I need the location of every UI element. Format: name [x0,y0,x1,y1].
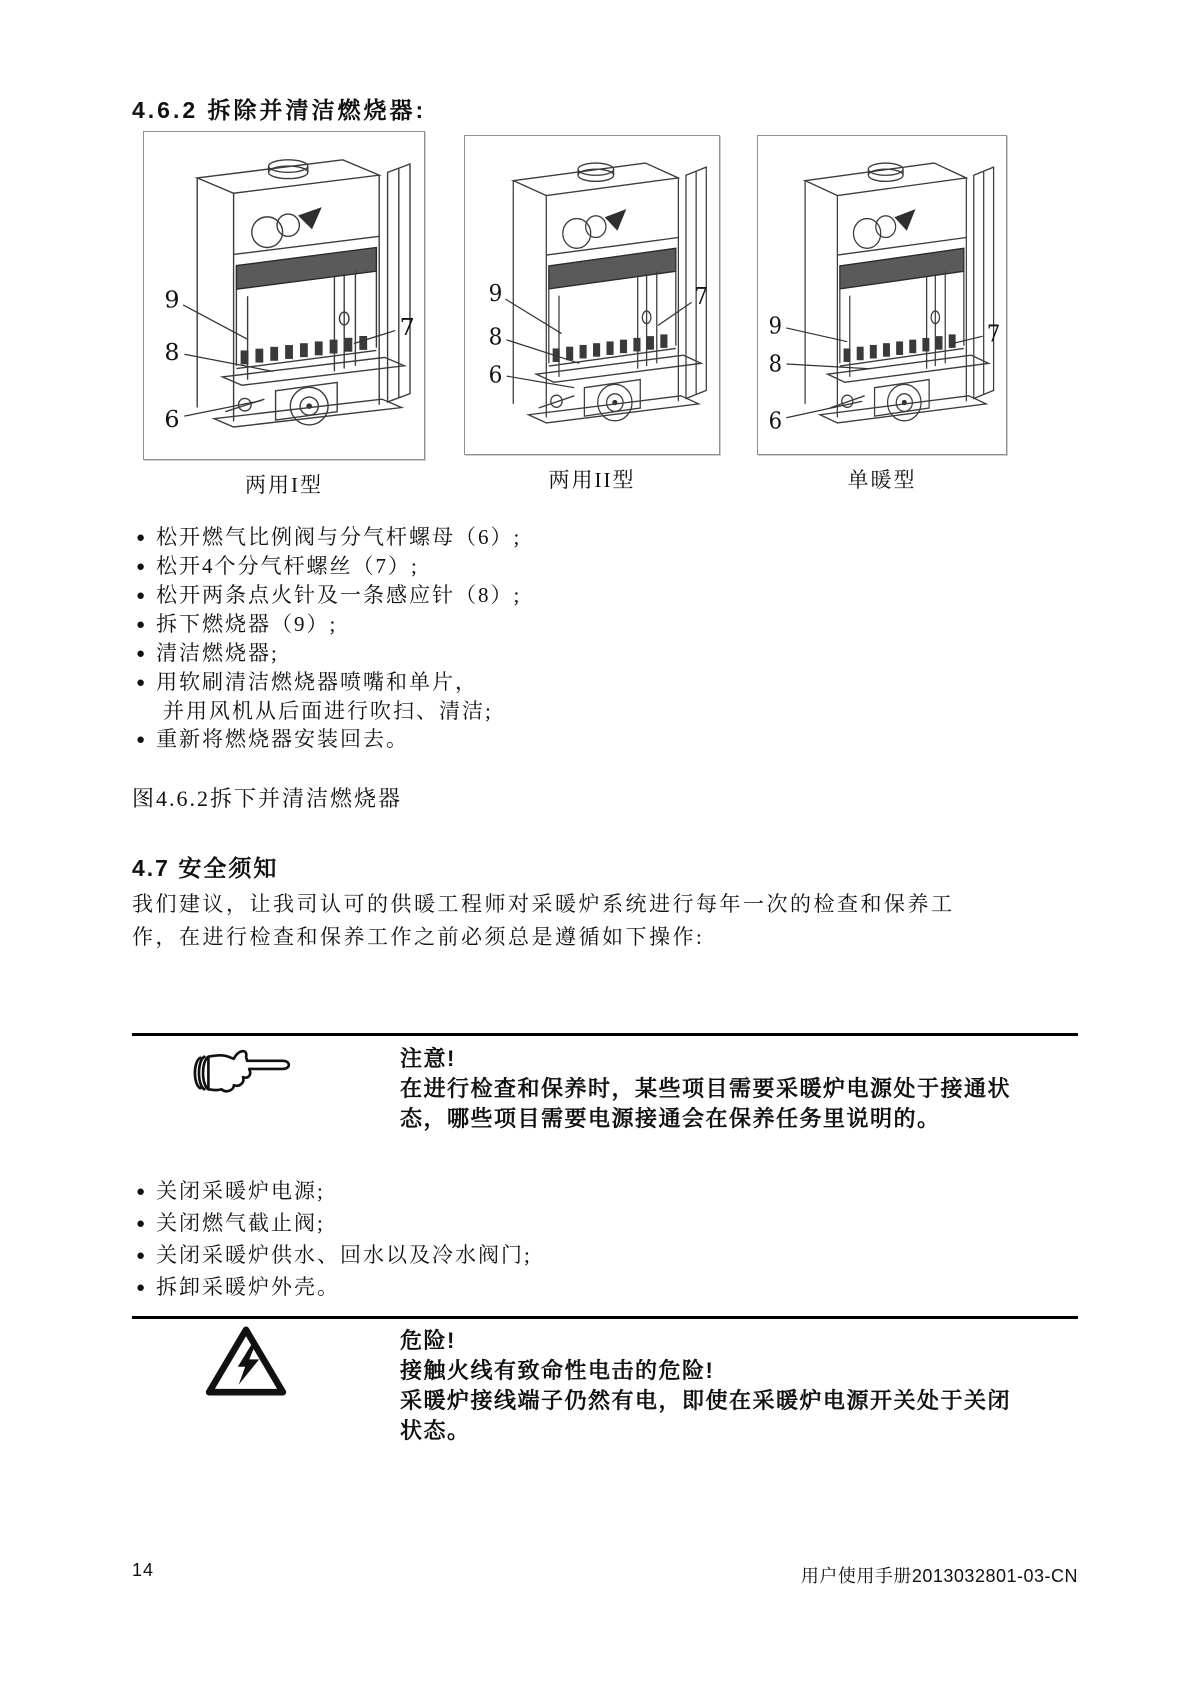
section-462-title: 4.6.2 拆除并清洁燃烧器: [132,97,427,123]
pointing-hand-icon [186,1044,298,1102]
note-block [400,1044,1090,1134]
svg-text:8: 8 [488,323,503,351]
list-item [136,1208,532,1240]
bullet-icon: ● [136,1248,148,1264]
text-line [400,1416,1090,1446]
text: 拆下燃烧器（9）; [156,612,338,636]
text: 用软刷清洁燃烧器喷嘴和单片， [156,670,479,694]
bullet-icon: ● [136,1216,148,1232]
bullet-icon: ● [136,646,148,662]
figure-caption: 两用I型 [245,473,323,497]
danger-title: 危险! [400,1328,456,1353]
figure-box [464,135,720,455]
text: 松开两条点火针及一条感应针（8）; [156,583,522,607]
figure-box [143,131,425,460]
list-item [136,610,521,639]
safety-steps-list [136,1176,532,1304]
section-47-title: 4.7 安全须知 [132,855,279,881]
divider-line-danger [132,1316,1078,1319]
danger-body [400,1356,1090,1446]
text: 采暖炉接线端子仍然有电，即使在采暖炉电源开关处于关闭 [400,1388,1012,1413]
bullet-icon: ● [136,530,148,546]
list-item [136,552,521,581]
list-item [136,581,521,610]
svg-text:9: 9 [768,313,783,340]
text: 接触火线有致命性电击的危险! [400,1358,715,1383]
list-item [136,523,521,552]
list-item [136,1176,532,1208]
text-line [132,921,955,954]
text: 松开4个分气杆螺丝（7）; [156,554,419,578]
bullet-icon: ● [136,1280,148,1296]
svg-text:6: 6 [768,408,783,435]
danger-block [400,1326,1090,1446]
svg-text:9: 9 [488,280,503,308]
figure-callouts [489,280,708,388]
bullet-icon: ● [136,732,148,748]
figure-heating-only [757,135,1007,494]
text: 清洁燃烧器; [156,641,279,665]
list-item [136,697,521,725]
burner-steps-list [136,523,521,754]
list-item [136,668,521,697]
svg-text:8: 8 [164,338,180,367]
figure-caption: 单暖型 [847,468,917,492]
bullet-icon: ● [136,617,148,633]
boiler-line-drawing [144,132,424,459]
list-item [136,639,521,668]
text: 重新将燃烧器安装回去。 [156,727,410,751]
text: 关闭采暖炉电源; [156,1179,325,1203]
doc-code: 用户使用手册2013032801-03-CN [800,1566,1078,1586]
svg-text:9: 9 [164,285,180,314]
text: 拆卸采暖炉外壳。 [156,1275,341,1299]
svg-text:7: 7 [694,283,709,310]
text-line [400,1074,1090,1104]
text: 关闭采暖炉供水、回水以及冷水阀门; [156,1243,532,1267]
list-item [136,1272,532,1304]
text: 松开燃气比例阀与分气杆螺母（6）; [156,525,522,549]
note-body [400,1074,1090,1134]
boiler-line-drawing [465,136,719,454]
text-line [400,1386,1090,1416]
text: 关闭燃气截止阀; [156,1211,325,1235]
svg-text:7: 7 [399,313,415,342]
text: 我们建议，让我司认可的供暖工程师对采暖炉系统进行每年一次的检查和保养工 [132,892,955,916]
bullet-icon: ● [136,675,148,691]
divider-line-note [132,1033,1078,1036]
bullet-icon: ● [136,1184,148,1200]
bullet-icon: ● [136,588,148,604]
text: 状态。 [400,1418,471,1443]
boiler-line-drawing [758,136,1006,454]
bullet-icon: ● [136,559,148,575]
section-47-intro [132,888,955,954]
svg-text:7: 7 [986,321,1001,348]
figure-dual-type-2 [464,135,720,494]
list-item [136,1240,532,1272]
electric-shock-warning-icon [205,1324,287,1398]
svg-text:8: 8 [768,351,783,378]
figure-462-caption: 图4.6.2拆下并清洁燃烧器 [132,786,403,811]
text: 在进行检查和保养时，某些项目需要采暖炉电源处于接通状 [400,1076,1012,1101]
page-number: 14 [132,1560,155,1580]
figure-box [757,135,1007,455]
figure-dual-type-1 [143,131,425,499]
text-line [400,1104,1090,1134]
text-line [400,1356,1090,1386]
text-line [132,888,955,921]
svg-text:6: 6 [164,405,180,433]
figure-caption: 两用II型 [548,468,636,492]
list-item [136,725,521,754]
svg-text:6: 6 [488,361,503,389]
text: 并用风机从后面进行吹扫、清洁; [163,699,493,723]
text: 作，在进行检查和保养工作之前必须总是遵循如下操作: [132,925,705,949]
note-title: 注意! [400,1046,456,1071]
text: 态，哪些项目需要电源接通会在保养任务里说明的。 [400,1106,941,1131]
